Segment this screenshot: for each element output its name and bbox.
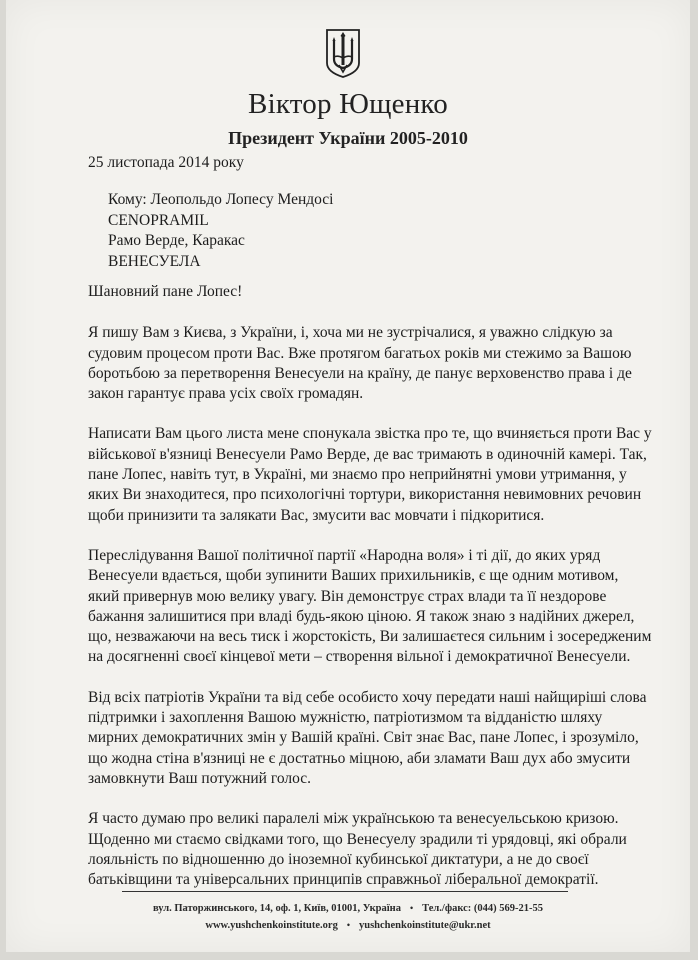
footer-divider	[122, 891, 568, 892]
footer-contact-line	[6, 903, 690, 914]
author-name: Віктор Ющенко	[248, 88, 448, 120]
recipient-line: Кому: Леопольдо Лопесу Мендосі	[108, 191, 334, 208]
salutation: Шановний пане Лопес!	[88, 283, 243, 300]
recipient-line: Рамо Верде, Каракас	[108, 232, 245, 249]
paragraph: Я пишу Вам з Києва, з України, і, хоча ми не зустрічалися, я уважно слідкую за судовим процесом проти Вас. Вже протягом багатьох років ми стежимо за Вашою боротьбою за перетворення Венесуели на країну, де панує верховенство права і де закон гарантує права усіх своїх громадян.	[88, 324, 632, 403]
letter-body	[88, 282, 652, 910]
footer-email: yushchenkoinstitute@ukr.net	[358, 920, 491, 931]
paragraph: Написати Вам цього листа мене спонукала звістка про те, що вчиняється проти Вас у військової в'язниці Венесуели Рамо Верде, де вас тримають в одиночній камері. Так, пане Лопес, навіть тут, в Україні, ми знаємо про неприйнятні умови утримання, у яких Ви знаходитеся, про психологічні тортури, використання невимовних речовин щоби принизити та залякати Вас, змусити вас мовчати і підкоритися.	[88, 425, 652, 524]
footer-phone: Тел./факс: (044) 569-21-55	[422, 903, 544, 914]
author-title: Президент України 2005-2010	[228, 128, 468, 148]
recipient-line: ВЕНЕСУЕЛА	[108, 252, 201, 270]
recipient-address	[108, 190, 333, 272]
trident-emblem-icon	[324, 27, 362, 79]
separator-dot: •	[409, 903, 414, 913]
letter-date: 25 листопада 2014 року	[88, 154, 244, 171]
separator-dot: •	[346, 920, 350, 930]
paragraph: Від всіх патріотів України та від себе особисто хочу передати наші найщиріші слова підтримки і захоплення Вашою мужністю, патріотизмом та відданістю шляху мирних демократичних змін у Вашій країні. Світ знає Вас, пане Лопес, і зрозуміло, що жодна стіна в'язниці не є достатньо міцною, аби зламати Ваш дух або змусити замовкнути Ваш потужний голос.	[88, 688, 647, 787]
letter-page	[6, 0, 690, 952]
footer-website: www.yushchenkoinstitute.org	[205, 920, 338, 931]
paragraph: Переслідування Вашої політичної партії «Народна воля» і ті дії, до яких уряд Венесуели вдається, щоби зупинити Ваших прихильників, є ще одним мотивом, який привернув мою велику увагу. Він демонструє страх влади та її нездорове бажання залишитися при владі будь-якою ціною. Я також знаю з надійних джерел, що, незважаючи на весь тиск і жорстокість, Ви залишаєтеся сильним і зосередженим на досягненні своєї кінцевої мети – створення вільної і демократичної Венесуели.	[88, 546, 652, 666]
footer-web-line	[6, 920, 690, 931]
paragraph: Я часто думаю про великі паралелі між українською та венесуельською кризою. Щоденно ми стаємо свідками того, що Венесуелу зрадили ті урядовці, які обрали лояльність по відношенню до іноземної кубинської диктатури, а не до своєї батьківщини та універсальних принципів справжньої ліберальної демократії.	[88, 810, 627, 889]
recipient-line: CENOPRAMIL	[108, 211, 209, 229]
footer-address: вул. Паторжинського, 14, оф. 1, Київ, 01001, Україна	[152, 903, 401, 914]
